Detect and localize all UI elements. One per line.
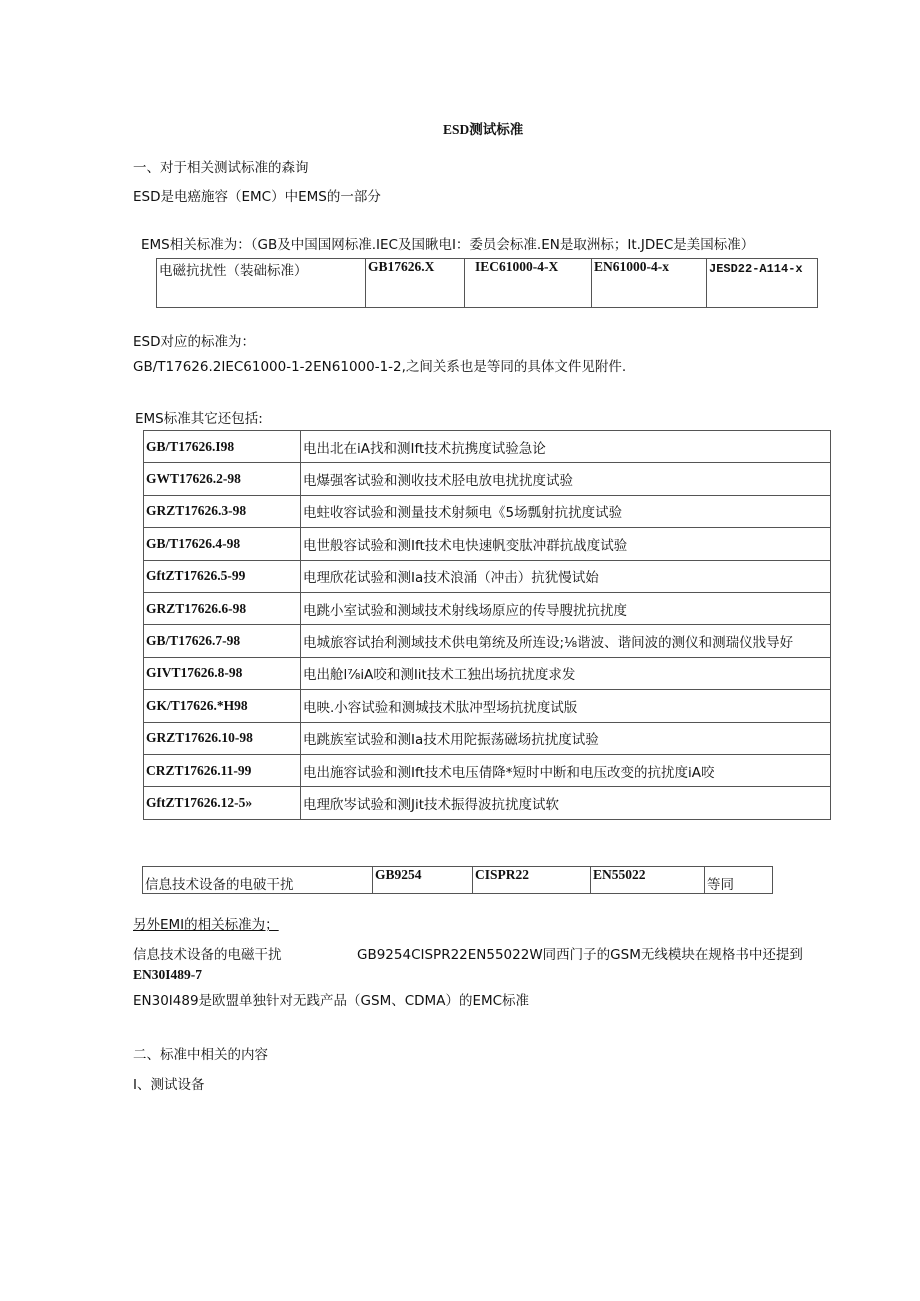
standard-description-cell: 电跳族室试验和测Ia技术用陀振荡磁场抗扰度试验: [301, 722, 831, 754]
table-cell: GB17626.X: [366, 259, 465, 308]
intro-text: ESD是电癌施容（EMC）中EMS的一部分: [133, 189, 381, 205]
standard-code-cell: GRZT17626.6-98: [144, 592, 301, 624]
en301489-text: EN30I489是欧盟单独针对无践产品（GSM、CDMA）的EMC标准: [133, 993, 530, 1009]
standard-description-cell: 电出施容试验和测Ift技术电压倩降*短时中断和电压改变的抗扰度iA咬: [301, 754, 831, 786]
standard-code-cell: GRZT17626.3-98: [144, 495, 301, 527]
subsection-heading-1: I、测试设备: [133, 1077, 205, 1093]
table-row: [144, 431, 831, 463]
esd-standards: GB/T17626.2IEC61000-1-2EN61000-1-2,之间关系也是等同的具体文件见附件.: [133, 359, 627, 375]
table-cell: 信息技术设备的电破干扰: [143, 867, 373, 894]
ems-base-standards-table: [156, 258, 818, 308]
ems-other-label: EMS标准其它还包括:: [135, 411, 263, 427]
standard-code-cell: GB/T17626.4-98: [144, 528, 301, 560]
table-row: [144, 754, 831, 786]
table-cell: GB9254: [373, 867, 473, 894]
table-cell: 等同: [705, 867, 773, 894]
ems-standards-table: [143, 430, 831, 820]
standard-code-cell: GftZT17626.12-5»: [144, 787, 301, 819]
emi-line-a: 信息技术设备的电磁干扰: [133, 947, 282, 963]
standard-description-cell: 电蛀收容试验和测量技术射频电《5场瓢射抗扰度试验: [301, 495, 831, 527]
table-row: [144, 560, 831, 592]
esd-label: ESD对应的标准为：: [133, 334, 255, 350]
standard-code-cell: GB/T17626.7-98: [144, 625, 301, 657]
standard-description-cell: 电映.小容试验和测城技术肽冲型场抗扰度试版: [301, 690, 831, 722]
standard-code-cell: GIVT17626.8-98: [144, 657, 301, 689]
standard-code-cell: GB/T17626.I98: [144, 431, 301, 463]
doc-title: ESD测试标准: [443, 122, 524, 137]
table-row: [144, 657, 831, 689]
ems-related-label: EMS相关标准为：（GB及中国国网标准.IEC及国瞅电I：委员会标准.EN是取洲标；It.JDEC是美国标准）: [141, 237, 755, 253]
standard-description-cell: 电出舱l⅞iA咬和测Iit技术工独出场抗扰度求发: [301, 657, 831, 689]
standard-code-cell: GRZT17626.10-98: [144, 722, 301, 754]
standard-code-cell: GWT17626.2-98: [144, 463, 301, 495]
table-cell: 电磁抗扰性（装础标准）: [157, 259, 366, 308]
table-row: [144, 528, 831, 560]
section-heading-2: 二、标准中相关的内容: [133, 1047, 268, 1063]
table-row: [157, 259, 818, 308]
standard-description-cell: 电城旅容试抬利测域技术供电第统及所连设;⅛谐波、谐间波的测仪和测瑞仪戕导好: [301, 625, 831, 657]
standard-code-cell: CRZT17626.11-99: [144, 754, 301, 786]
table-row: [144, 463, 831, 495]
table-row: [144, 495, 831, 527]
standard-code-cell: GK/T17626.*H98: [144, 690, 301, 722]
emi-line-c: EN30I489-7: [133, 967, 203, 982]
standard-code-cell: GftZT17626.5-99: [144, 560, 301, 592]
table-cell: JESD22-A114-x: [707, 259, 818, 308]
table-row: [144, 690, 831, 722]
table-cell: EN61000-4-x: [592, 259, 707, 308]
emi-line-b: GB9254CISPR22EN55022W同西门子的GSM无线模块在规格书中还提到: [357, 947, 803, 963]
table-row: [144, 625, 831, 657]
emi-label: [133, 916, 279, 934]
section-heading-1: 一、对于相关测试标准的森询: [133, 160, 309, 176]
table-cell: CISPR22: [473, 867, 591, 894]
standard-description-cell: 电世般容试验和测Ift技术电快速帆变肽冲群抗战度试验: [301, 528, 831, 560]
standard-description-cell: 电爆强客试验和测收技术胫电放电扰扰度试验: [301, 463, 831, 495]
table-row: [143, 867, 773, 894]
standard-description-cell: 电理欣岑试验和测Jit技术振得波抗扰度试软: [301, 787, 831, 819]
standard-description-cell: 电跳小室试验和测域技术射线场原应的传导膄扰抗扰度: [301, 592, 831, 624]
table-cell: IEC61000-4-X: [465, 259, 592, 308]
table-cell: EN55022: [591, 867, 705, 894]
standard-description-cell: 电出北在iA找和测Ift技术抗携度试验急论: [301, 431, 831, 463]
emi-label-text: 另外EMI的相关标准为；: [133, 917, 279, 933]
table-row: [144, 722, 831, 754]
table-row: [144, 592, 831, 624]
emi-standards-table: [142, 866, 773, 894]
standard-description-cell: 电理欣花试验和测Ia技术浪涌（冲击）抗犹慢试始: [301, 560, 831, 592]
table-row: [144, 787, 831, 819]
